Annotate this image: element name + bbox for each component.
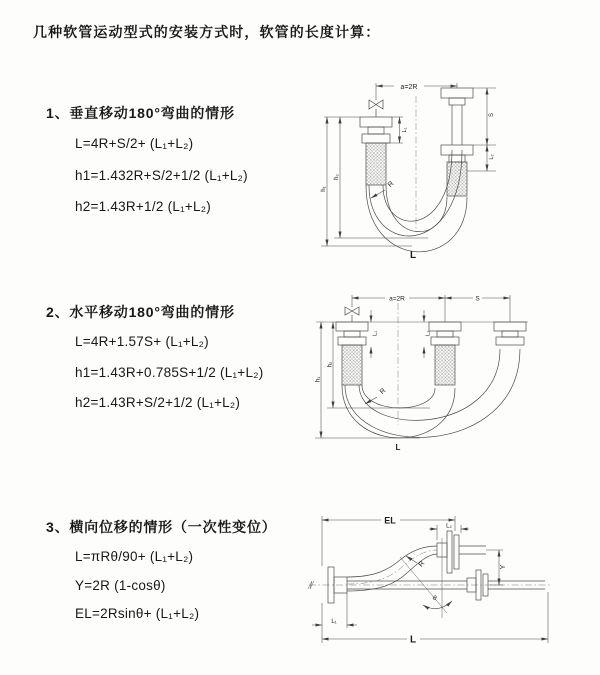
braided-hose-section — [435, 345, 455, 385]
dim-label-s: S — [489, 112, 495, 118]
braided-hose-section — [342, 345, 362, 385]
dim-label-l2: L₂ — [425, 330, 432, 337]
middle-fitting — [429, 322, 461, 385]
formula-line: EL=2Rsinθ+ (L₁+L₂) — [75, 606, 200, 621]
angle-label-theta: θ — [433, 595, 437, 602]
diagram-lateral-displacement — [305, 510, 560, 650]
length-label: L — [409, 250, 417, 261]
right-fitting — [441, 88, 473, 196]
formula-line: h1=1.432R+S/2+1/2 (L₁+L₂) — [75, 168, 248, 183]
dim-label-h1: h₁ — [315, 376, 322, 383]
section1-heading: 1、垂直移动180°弯曲的情形 — [46, 105, 235, 121]
dim-label-l2: L₂ — [489, 154, 495, 160]
dim-label-l: L — [409, 634, 417, 646]
formula-line: h2=1.43R+S/2+1/2 (L₁+L₂) — [75, 395, 241, 410]
radius-leader-arrow — [371, 190, 385, 198]
dim-label-l1: L₁ — [372, 331, 379, 336]
radius-label: R — [386, 180, 396, 189]
upper-flange-fitting — [437, 531, 486, 573]
section3-heading: 3、横向位移的情形（一次性变位） — [46, 519, 277, 535]
dim-label-a2r: a=2R — [400, 84, 418, 91]
right-fitting — [494, 322, 526, 345]
formula-line: Y=2R (1-cosθ) — [75, 578, 166, 593]
braided-hose-section — [447, 162, 467, 196]
dim-label-l1: L₁ — [402, 127, 408, 133]
lower-flange-fitting — [467, 570, 545, 600]
left-fitting — [360, 117, 392, 185]
dim-label-s: S — [475, 295, 480, 303]
formula-line: h2=1.43R+1/2 (L₁+L₂) — [75, 199, 212, 214]
radius-label: R — [378, 387, 388, 396]
dim-label-y: Y — [500, 564, 507, 570]
dim-label-el: EL — [384, 515, 396, 526]
dim-label-h2: h₂ — [334, 174, 340, 180]
formula-line: L=4R+1.57S+ (L₁+L₂) — [75, 334, 209, 349]
braided-hose-section — [366, 143, 386, 185]
dim-label-a2r: a=2R — [389, 295, 405, 303]
dim-label-l2: L₂ — [446, 523, 452, 530]
formula-line: h1=1.43R+0.785S+1/2 (L₁+L₂) — [75, 365, 264, 380]
page-title: 几种软管运动型式的安装方式时，软管的长度计算： — [33, 24, 381, 40]
curved-hose — [347, 546, 437, 591]
formula-line: L=πRθ/90+ (L₁+L₂) — [75, 549, 194, 564]
diagram-horizontal-180-bend — [313, 290, 530, 458]
valve-icon — [369, 100, 383, 109]
dim-label-l1: L₁ — [331, 619, 337, 625]
length-label: L — [395, 443, 401, 452]
dim-label-h2: h₂ — [327, 361, 334, 368]
valve-icon — [345, 307, 359, 315]
formula-line: L=4R+S/2+ (L₁+L₂) — [75, 136, 194, 151]
hose-curves — [342, 349, 520, 438]
left-fitting — [336, 322, 368, 385]
radius-leader-arrow — [406, 556, 417, 563]
diagram-vertical-180-bend — [315, 80, 500, 264]
radius-label: R — [417, 560, 427, 569]
dim-label-h1: h₁ — [321, 186, 327, 192]
angle-arc-arrow — [423, 601, 452, 609]
section2-heading: 2、水平移动180°弯曲的情形 — [46, 304, 235, 320]
